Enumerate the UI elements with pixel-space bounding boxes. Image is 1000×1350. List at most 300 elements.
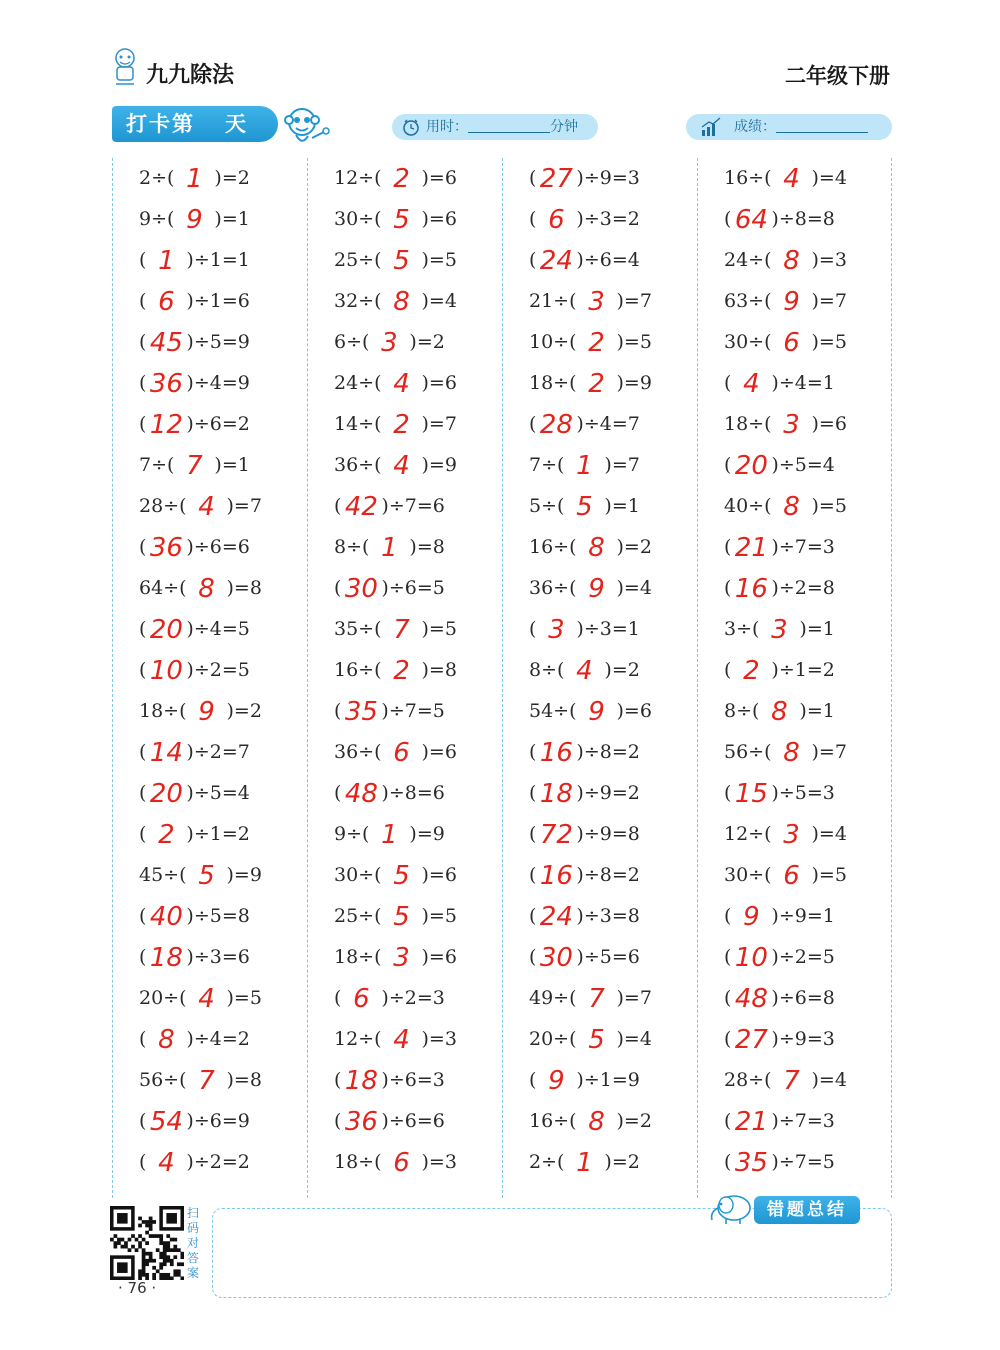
equation-right: )=4 <box>421 290 457 312</box>
equation-left: ( <box>139 290 147 312</box>
handwritten-answer[interactable]: 7 <box>393 615 410 645</box>
equation <box>529 1019 652 1061</box>
exercise-row <box>503 240 697 281</box>
exercise-row <box>503 978 697 1019</box>
equation-right: )÷5=4 <box>771 454 835 476</box>
equation-left: ( <box>139 331 147 353</box>
handwritten-answer[interactable]: 2 <box>393 656 410 686</box>
exercise-row <box>503 363 697 404</box>
equation-left: ( <box>724 577 732 599</box>
exercise-row <box>308 896 502 937</box>
exercise-row <box>308 1101 502 1142</box>
equation <box>334 199 457 241</box>
equation <box>724 609 835 651</box>
equation-right: )=6 <box>421 372 457 394</box>
equation-right: )=1 <box>799 700 835 722</box>
equation-left: ( <box>139 249 147 271</box>
equation <box>724 1060 847 1102</box>
equation-right: )÷5=6 <box>576 946 640 968</box>
equation <box>334 691 445 733</box>
equation-left: 16÷( <box>529 536 577 558</box>
equation-right: )÷2=7 <box>186 741 250 763</box>
equation-right: )÷6=6 <box>381 1110 445 1132</box>
handwritten-answer[interactable]: 15 <box>734 779 768 809</box>
equation-left: 64÷( <box>139 577 187 599</box>
equation-right: )=6 <box>811 413 847 435</box>
equation <box>529 896 640 938</box>
time-label: 用时： <box>426 119 468 135</box>
equation-left: ( <box>334 987 342 1009</box>
equation-right: )=4 <box>616 577 652 599</box>
exercise-row <box>698 732 891 773</box>
exercise-row <box>503 568 697 609</box>
handwritten-answer[interactable]: 2 <box>743 656 760 686</box>
handwritten-answer[interactable]: 21 <box>734 533 768 563</box>
exercise-row <box>503 732 697 773</box>
handwritten-answer[interactable]: 8 <box>783 492 800 522</box>
equation-right: )÷1=2 <box>771 659 835 681</box>
handwritten-answer[interactable]: 7 <box>783 1066 800 1096</box>
exercise-row <box>113 650 307 691</box>
equation-right: )÷6=5 <box>381 577 445 599</box>
equation <box>334 773 445 815</box>
mistake-summary-label: 错题总结 <box>754 1196 860 1224</box>
equation-right: )÷6=4 <box>576 249 640 271</box>
equation-right: )÷8=2 <box>576 864 640 886</box>
exercise-row <box>698 855 891 896</box>
equation-right: )÷5=3 <box>771 782 835 804</box>
handwritten-answer[interactable]: 8 <box>158 1025 175 1055</box>
exercise-row <box>503 1060 697 1101</box>
handwritten-answer[interactable]: 9 <box>198 697 215 727</box>
exercise-row <box>113 691 307 732</box>
equation-right: )÷6=8 <box>771 987 835 1009</box>
equation-left: ( <box>529 823 537 845</box>
handwritten-answer[interactable]: 3 <box>783 820 800 850</box>
handwritten-answer[interactable]: 35 <box>344 697 378 727</box>
equation <box>529 322 652 364</box>
handwritten-answer[interactable]: 6 <box>158 287 175 317</box>
equation-left: ( <box>139 413 147 435</box>
handwritten-answer[interactable]: 3 <box>548 615 565 645</box>
equation <box>529 568 652 610</box>
handwritten-answer[interactable]: 27 <box>734 1025 768 1055</box>
handwritten-answer[interactable]: 36 <box>149 533 183 563</box>
handwritten-answer[interactable]: 6 <box>783 328 800 358</box>
equation <box>724 937 835 979</box>
handwritten-answer[interactable]: 48 <box>344 779 378 809</box>
handwritten-answer[interactable]: 8 <box>588 1107 605 1137</box>
handwritten-answer[interactable]: 18 <box>149 943 183 973</box>
handwritten-answer[interactable]: 10 <box>149 656 183 686</box>
exercise-row <box>113 896 307 937</box>
equation-left: ( <box>724 987 732 1009</box>
equation-right: )=3 <box>421 1151 457 1173</box>
equation-left: ( <box>724 659 732 681</box>
handwritten-answer[interactable]: 1 <box>381 533 398 563</box>
equation-left: 9÷( <box>139 208 175 230</box>
exercise-row <box>698 527 891 568</box>
handwritten-answer[interactable]: 9 <box>588 697 605 727</box>
handwritten-answer[interactable]: 20 <box>734 451 768 481</box>
equation-left: ( <box>724 372 732 394</box>
exercise-row <box>503 896 697 937</box>
equation-right: )÷5=8 <box>186 905 250 927</box>
handwritten-answer[interactable]: 20 <box>149 615 183 645</box>
handwritten-answer[interactable]: 21 <box>734 1107 768 1137</box>
exercise-row <box>113 855 307 896</box>
score-blank[interactable] <box>776 116 868 133</box>
handwritten-answer[interactable]: 8 <box>783 246 800 276</box>
equation-left: 5÷( <box>529 495 565 517</box>
handwritten-answer[interactable]: 2 <box>158 820 175 850</box>
equation-right: )=6 <box>616 700 652 722</box>
equation-left: ( <box>139 618 147 640</box>
handwritten-answer[interactable]: 1 <box>576 1148 593 1178</box>
handwritten-answer[interactable]: 30 <box>344 574 378 604</box>
exercise-row <box>308 158 502 199</box>
handwritten-answer[interactable]: 1 <box>158 246 175 276</box>
handwritten-answer[interactable]: 30 <box>539 943 573 973</box>
handwritten-answer[interactable]: 6 <box>783 861 800 891</box>
equation <box>724 978 835 1020</box>
exercise-column <box>307 158 502 1198</box>
equation-left: ( <box>139 1110 147 1132</box>
handwritten-answer[interactable]: 8 <box>393 287 410 317</box>
handwritten-answer[interactable]: 3 <box>783 410 800 440</box>
exercise-row <box>308 404 502 445</box>
equation <box>334 609 457 651</box>
exercise-row <box>308 650 502 691</box>
equation-right: )=5 <box>421 618 457 640</box>
equation-right: )÷5=9 <box>186 331 250 353</box>
equation-left: 8÷( <box>724 700 760 722</box>
equation <box>139 650 250 692</box>
handwritten-answer[interactable]: 16 <box>734 574 768 604</box>
handwritten-answer[interactable]: 1 <box>381 820 398 850</box>
equation <box>334 1060 445 1102</box>
handwritten-answer[interactable]: 40 <box>149 902 183 932</box>
handwritten-answer[interactable]: 9 <box>783 287 800 317</box>
equation-left: ( <box>529 249 537 271</box>
exercise-row <box>698 404 891 445</box>
equation-right: )÷2=2 <box>186 1151 250 1173</box>
exercise-row <box>113 281 307 322</box>
equation-left: ( <box>139 782 147 804</box>
handwritten-answer[interactable]: 72 <box>539 820 573 850</box>
equation <box>724 486 847 528</box>
equation-right: )=1 <box>214 454 250 476</box>
equation <box>334 486 445 528</box>
handwritten-answer[interactable]: 28 <box>539 410 573 440</box>
handwritten-answer[interactable]: 64 <box>734 205 768 235</box>
equation-left: ( <box>724 1110 732 1132</box>
equation-left: ( <box>334 577 342 599</box>
exercise-row <box>308 486 502 527</box>
equation <box>529 773 640 815</box>
equation-right: )=4 <box>616 1028 652 1050</box>
equation-right: )÷4=9 <box>186 372 250 394</box>
exercise-row <box>698 773 891 814</box>
handwritten-answer[interactable]: 9 <box>743 902 760 932</box>
grade-label: 二年级下册 <box>785 64 890 88</box>
handwritten-answer[interactable]: 8 <box>198 574 215 604</box>
handwritten-answer[interactable]: 7 <box>588 984 605 1014</box>
equation-right: )÷6=3 <box>381 1069 445 1091</box>
equation <box>334 568 445 610</box>
equation-left: 2÷( <box>139 167 175 189</box>
equation-left: 3÷( <box>724 618 760 640</box>
equation-left: 63÷( <box>724 290 772 312</box>
handwritten-answer[interactable]: 2 <box>393 410 410 440</box>
handwritten-answer[interactable]: 3 <box>771 615 788 645</box>
handwritten-answer[interactable]: 4 <box>198 984 215 1014</box>
handwritten-answer[interactable]: 42 <box>344 492 378 522</box>
handwritten-answer[interactable]: 48 <box>734 984 768 1014</box>
equation <box>724 691 835 733</box>
handwritten-answer[interactable]: 9 <box>186 205 203 235</box>
handwritten-answer[interactable]: 2 <box>588 369 605 399</box>
handwritten-answer[interactable]: 24 <box>539 902 573 932</box>
exercise-row <box>503 855 697 896</box>
exercise-row <box>698 363 891 404</box>
handwritten-answer[interactable]: 7 <box>198 1066 215 1096</box>
equation <box>529 814 640 856</box>
equation <box>724 445 835 487</box>
exercise-row <box>698 1060 891 1101</box>
equation-left: ( <box>529 741 537 763</box>
exercise-row <box>503 1101 697 1142</box>
equation-left: 28÷( <box>724 1069 772 1091</box>
punch-suffix: 天 <box>225 112 248 136</box>
exercise-row <box>113 158 307 199</box>
equation-left: 30÷( <box>724 864 772 886</box>
equation <box>334 240 457 282</box>
equation <box>724 855 847 897</box>
exercise-row <box>503 199 697 240</box>
handwritten-answer[interactable]: 3 <box>588 287 605 317</box>
handwritten-answer[interactable]: 6 <box>393 738 410 768</box>
equation-left: 2÷( <box>529 1151 565 1173</box>
handwritten-answer[interactable]: 4 <box>198 492 215 522</box>
exercise-row <box>503 691 697 732</box>
equation <box>529 609 640 651</box>
equation-left: ( <box>139 1151 147 1173</box>
equation-left: ( <box>139 659 147 681</box>
equation-right: )=8 <box>409 536 445 558</box>
exercise-row <box>503 404 697 445</box>
handwritten-answer[interactable]: 4 <box>576 656 593 686</box>
equation-left: 24÷( <box>724 249 772 271</box>
exercise-row <box>698 322 891 363</box>
handwritten-answer[interactable]: 16 <box>539 738 573 768</box>
handwritten-answer[interactable]: 6 <box>393 1148 410 1178</box>
handwritten-answer[interactable]: 5 <box>393 205 410 235</box>
equation-right: )÷2=8 <box>771 577 835 599</box>
equation <box>139 281 250 323</box>
handwritten-answer[interactable]: 45 <box>149 328 183 358</box>
handwritten-answer[interactable]: 2 <box>588 328 605 358</box>
handwritten-answer[interactable]: 4 <box>393 1025 410 1055</box>
equation <box>529 1142 640 1184</box>
equation-right: )=5 <box>421 905 457 927</box>
handwritten-answer[interactable]: 8 <box>783 738 800 768</box>
equation <box>724 732 847 774</box>
equation <box>139 527 250 569</box>
exercise-row <box>503 1142 697 1183</box>
equation-left: 56÷( <box>139 1069 187 1091</box>
equation-right: )÷7=5 <box>381 700 445 722</box>
exercise-row <box>503 322 697 363</box>
handwritten-answer[interactable]: 27 <box>539 164 573 194</box>
equation-left: 18÷( <box>139 700 187 722</box>
handwritten-answer[interactable]: 4 <box>158 1148 175 1178</box>
handwritten-answer[interactable]: 10 <box>734 943 768 973</box>
equation-left: ( <box>529 208 537 230</box>
equation-right: )=5 <box>421 249 457 271</box>
equation-right: )÷1=6 <box>186 290 250 312</box>
scan-answer-label: 扫码对答案 <box>187 1206 200 1280</box>
equation <box>529 240 640 282</box>
equation-right: )=3 <box>811 249 847 271</box>
equation <box>139 240 250 282</box>
exercise-row <box>113 445 307 486</box>
exercise-row <box>503 158 697 199</box>
equation-right: )=5 <box>616 331 652 353</box>
equation-right: )=7 <box>421 413 457 435</box>
handwritten-answer[interactable]: 54 <box>149 1107 183 1137</box>
equation-right: )÷4=1 <box>771 372 835 394</box>
equation-left: 35÷( <box>334 618 382 640</box>
equation <box>139 773 250 815</box>
equation-right: )=1 <box>799 618 835 640</box>
equation-right: )÷3=1 <box>576 618 640 640</box>
handwritten-answer[interactable]: 36 <box>344 1107 378 1137</box>
handwritten-answer[interactable]: 4 <box>393 369 410 399</box>
exercise-row <box>308 814 502 855</box>
monkey-mascot-icon <box>282 102 330 148</box>
equation <box>724 527 835 569</box>
equation-right: )=1 <box>214 208 250 230</box>
handwritten-answer[interactable]: 36 <box>149 369 183 399</box>
equation-left: 18÷( <box>724 413 772 435</box>
equation-right: )=9 <box>616 372 652 394</box>
exercise-row <box>698 568 891 609</box>
handwritten-answer[interactable]: 5 <box>576 492 593 522</box>
equation <box>139 158 250 200</box>
handwritten-answer[interactable]: 2 <box>393 164 410 194</box>
handwritten-answer[interactable]: 5 <box>198 861 215 891</box>
equation-left: 36÷( <box>334 454 382 476</box>
exercise-row <box>503 486 697 527</box>
handwritten-answer[interactable]: 16 <box>539 861 573 891</box>
equation-right: )÷7=3 <box>771 1110 835 1132</box>
equation-left: ( <box>334 1110 342 1132</box>
equation <box>724 650 835 692</box>
handwritten-answer[interactable]: 3 <box>393 943 410 973</box>
equation-left: 12÷( <box>334 1028 382 1050</box>
exercise-row <box>113 978 307 1019</box>
equation <box>724 158 847 200</box>
handwritten-answer[interactable]: 4 <box>783 164 800 194</box>
equation <box>334 1101 445 1143</box>
equation-left: ( <box>334 1069 342 1091</box>
page-title: 九九除法 <box>146 63 235 88</box>
equation <box>334 363 457 405</box>
qr-code-icon[interactable] <box>110 1206 184 1280</box>
exercise-row <box>308 978 502 1019</box>
exercise-row <box>113 609 307 650</box>
equation <box>139 1019 250 1061</box>
exercise-row <box>308 281 502 322</box>
equation <box>529 158 640 200</box>
handwritten-answer[interactable]: 9 <box>548 1066 565 1096</box>
equation-left: 18÷( <box>334 1151 382 1173</box>
equation-left: ( <box>139 823 147 845</box>
handwritten-answer[interactable]: 9 <box>588 574 605 604</box>
handwritten-answer[interactable]: 1 <box>576 451 593 481</box>
exercise-row <box>308 1060 502 1101</box>
clock-icon <box>402 118 420 136</box>
exercise-row <box>698 1142 891 1183</box>
handwritten-answer[interactable]: 14 <box>149 738 183 768</box>
exercise-row <box>698 609 891 650</box>
handwritten-answer[interactable]: 24 <box>539 246 573 276</box>
handwritten-answer[interactable]: 4 <box>743 369 760 399</box>
equation-left: ( <box>529 167 537 189</box>
handwritten-answer[interactable]: 6 <box>353 984 370 1014</box>
handwritten-answer[interactable]: 18 <box>539 779 573 809</box>
handwritten-answer[interactable]: 6 <box>548 205 565 235</box>
handwritten-answer[interactable]: 8 <box>771 697 788 727</box>
equation-left: 28÷( <box>139 495 187 517</box>
exercise-row <box>113 199 307 240</box>
handwritten-answer[interactable]: 8 <box>588 533 605 563</box>
exercise-row <box>308 240 502 281</box>
equation-left: 25÷( <box>334 249 382 271</box>
handwritten-answer[interactable]: 4 <box>393 451 410 481</box>
exercise-row <box>698 486 891 527</box>
exercise-row <box>698 814 891 855</box>
handwritten-answer[interactable]: 3 <box>381 328 398 358</box>
handwritten-answer[interactable]: 35 <box>734 1148 768 1178</box>
handwritten-answer[interactable]: 12 <box>149 410 183 440</box>
handwritten-answer[interactable]: 1 <box>186 164 203 194</box>
handwritten-answer[interactable]: 18 <box>344 1066 378 1096</box>
equation-right: )÷7=6 <box>381 495 445 517</box>
time-blank[interactable] <box>468 116 550 133</box>
equation-right: )=2 <box>214 167 250 189</box>
exercise-row <box>503 527 697 568</box>
exercise-row <box>308 568 502 609</box>
handwritten-answer[interactable]: 5 <box>393 246 410 276</box>
exercise-row <box>503 773 697 814</box>
equation-left: ( <box>529 946 537 968</box>
equation-left: ( <box>529 864 537 886</box>
equation-left: 49÷( <box>529 987 577 1009</box>
equation <box>139 404 250 446</box>
check-in-banner <box>112 106 278 142</box>
equation-left: 8÷( <box>529 659 565 681</box>
handwritten-answer[interactable]: 5 <box>393 861 410 891</box>
equation-left: 10÷( <box>529 331 577 353</box>
handwritten-answer[interactable]: 5 <box>588 1025 605 1055</box>
handwritten-answer[interactable]: 5 <box>393 902 410 932</box>
exercise-row <box>698 199 891 240</box>
equation-left: 18÷( <box>334 946 382 968</box>
handwritten-answer[interactable]: 7 <box>186 451 203 481</box>
handwritten-answer[interactable]: 20 <box>149 779 183 809</box>
